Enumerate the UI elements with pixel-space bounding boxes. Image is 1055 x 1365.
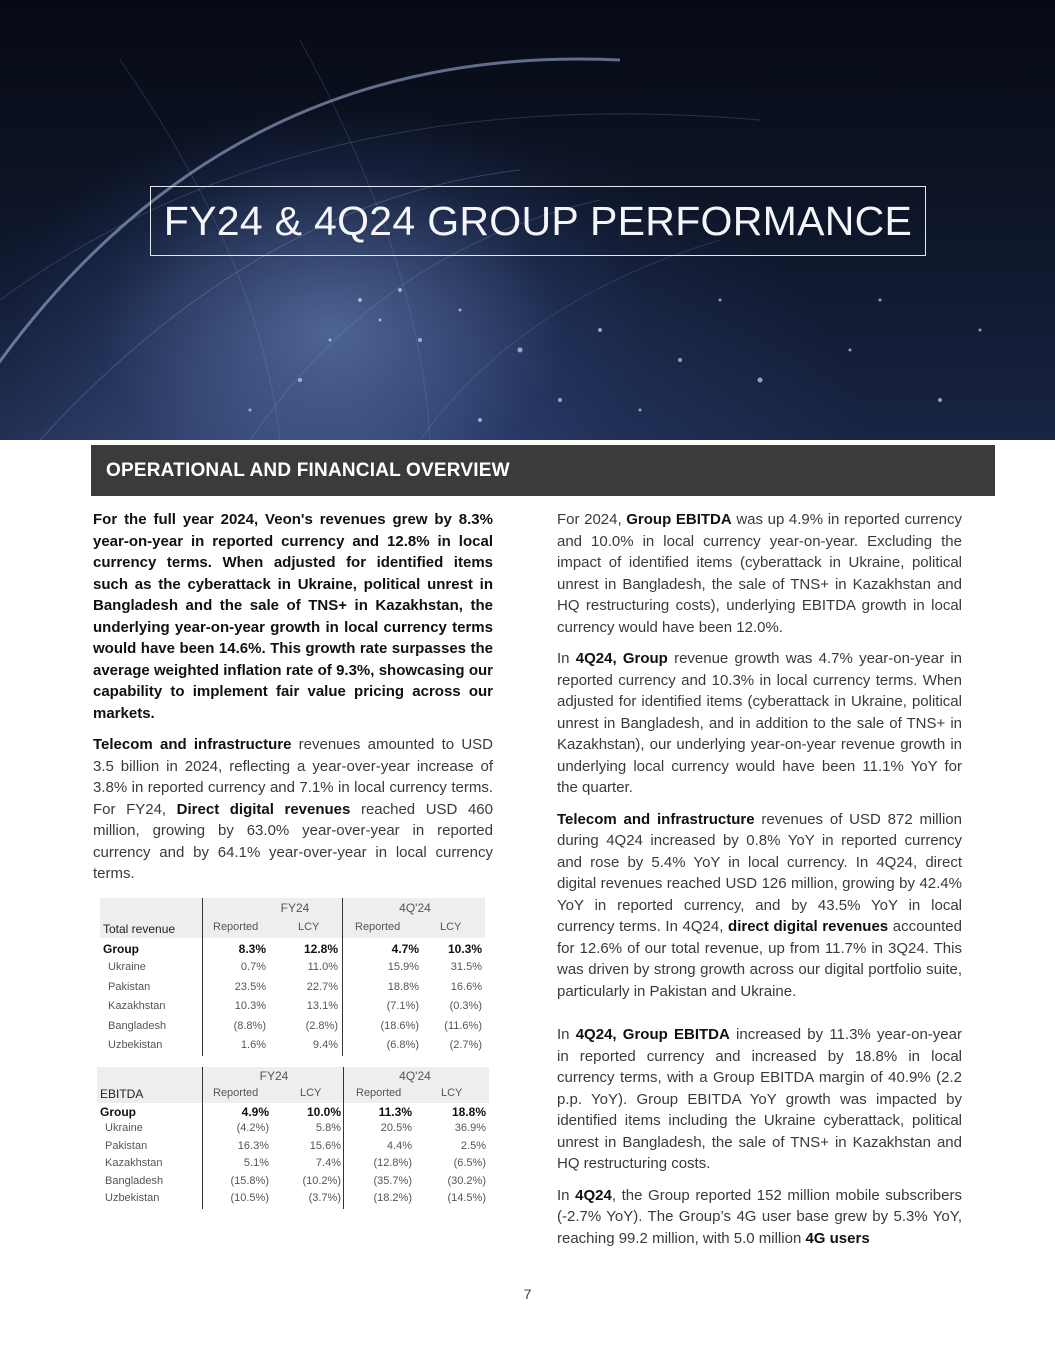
period-header: FY24 — [259, 1069, 289, 1083]
bold-term: Direct digital revenues — [176, 800, 351, 818]
table-cell: 0.7% — [240, 961, 266, 973]
period-header: 4Q'24 — [399, 901, 431, 915]
bold-term: 4Q24, Group EBITDA — [575, 1026, 730, 1043]
section-header — [91, 445, 995, 496]
table-cell: 9.4% — [312, 1039, 338, 1051]
table-cell: 16.6% — [450, 980, 482, 993]
table-cell: 1.6% — [240, 1039, 266, 1051]
paragraph — [557, 509, 962, 638]
table-cell: (0.3%) — [449, 1000, 482, 1012]
row-label: Uzbekistan — [105, 1192, 160, 1204]
table-cell: 22.7% — [306, 980, 338, 993]
row-label: Bangladesh — [105, 1174, 164, 1187]
table-cell: 11.0% — [307, 961, 338, 973]
text-run: In — [557, 1186, 576, 1204]
table-cell: (12.8%) — [373, 1157, 412, 1169]
table-label: EBITDA — [100, 1087, 144, 1101]
table-cell: 2.5% — [460, 1139, 486, 1152]
lead-paragraph: For the full year 2024, Veon's revenues grew by 8.3% year-on-year in reported currency and 12.8% in local currency terms. When adjusted for identified items such as the cyberattack in Ukraine, political unrest in Bangladesh and the sale of TNS+ in Kazakhstan, the underlying year-on-year growth in local currency terms would have been 14.6%. This growth rate surpasses the average weighted inflation rate of 9.3%, showcasing our capability to implement fair value pricing across our markets. — [93, 511, 493, 722]
text-run: was up 4.9% in reported currency and 10.0% in local currency year-on-year. Excluding the impact of identified items (cyberattack in Ukraine, political unrest in Bangladesh, the sale of TNS+ in Kazakhstan and HQ restructuring costs), underlying EBITDA growth in local currency would have been 12.0%. — [557, 511, 962, 636]
table-cell: 16.3% — [237, 1139, 269, 1152]
table-cell: 20.5% — [380, 1122, 412, 1134]
hero-banner — [0, 0, 1055, 440]
table-cell: (4.2%) — [236, 1122, 269, 1134]
table-cell: (2.8%) — [305, 1019, 338, 1032]
bold-term: 4Q24 — [575, 1186, 612, 1204]
col-header: Reported — [356, 1087, 402, 1099]
bold-term: 4G users — [805, 1229, 870, 1247]
row-label: Ukraine — [108, 961, 146, 973]
table-cell: 18.8% — [387, 980, 419, 993]
table-cell: 11.3% — [378, 1105, 412, 1119]
bold-term: Telecom and infrastructure — [93, 736, 292, 753]
row-label: Pakistan — [108, 980, 151, 993]
text-run: revenue growth was 4.7% year-on-year in reported currency and 10.3% in local currency terms. When adjusted for identified items (cyberattack in Ukraine, political unrest in Bangladesh, and in addition to the sale of TNS+ in Kazakhstan), our underlying year-on-year revenue growth in underlying local currency would have been 11.1% YoY for the quarter. — [557, 650, 963, 796]
table-cell: 18.8% — [451, 1105, 486, 1119]
table-cell: 7.4% — [315, 1157, 341, 1169]
table-cell: 8.3% — [238, 942, 266, 956]
page-title: FY24 & 4Q24 GROUP PERFORMANCE — [163, 197, 913, 244]
table-cell: 5.1% — [243, 1157, 269, 1169]
right-column — [557, 509, 962, 1259]
table-cell: 5.8% — [315, 1122, 341, 1134]
paragraph — [557, 1024, 962, 1175]
text-run: For 2024, — [557, 511, 627, 528]
text-run: In — [557, 650, 576, 667]
table-cell: (6.5%) — [453, 1157, 486, 1169]
row-label: Kazakhstan — [105, 1157, 163, 1169]
table-cell: (18.2%) — [373, 1192, 412, 1204]
table-cell: 4.7% — [391, 942, 419, 956]
table-cell: 10.3% — [447, 942, 482, 956]
table-cell: (11.6%) — [444, 1019, 482, 1032]
col-header: LCY — [300, 1087, 322, 1099]
table-cell: (3.7%) — [308, 1192, 341, 1204]
table-cell: 31.5% — [450, 961, 482, 973]
bold-term: 4Q24, Group — [575, 650, 668, 667]
table-cell: (7.1%) — [386, 1000, 419, 1012]
row-label: Bangladesh — [108, 1019, 167, 1032]
col-header: Reported — [355, 921, 401, 933]
table-cell: (6.8%) — [386, 1039, 419, 1051]
row-label: Group — [103, 942, 139, 956]
section-title: OPERATIONAL AND FINANCIAL OVERVIEW — [106, 459, 510, 481]
row-label: Pakistan — [105, 1139, 148, 1152]
col-header: LCY — [298, 921, 320, 933]
table-cell: 4.9% — [241, 1105, 269, 1119]
bold-term: direct digital revenues — [728, 918, 889, 935]
paragraph — [557, 648, 962, 799]
table-cell: 23.5% — [234, 980, 266, 993]
table-cell: 15.9% — [387, 961, 419, 973]
text-run: revenues amounted to USD 3.5 billion in 2024, reflecting a year-over-year increase of 3.8% in reported currency and 7.1% in local currency terms. For FY24, — [93, 736, 493, 818]
row-label: Uzbekistan — [108, 1039, 163, 1051]
table-cell: (14.5%) — [447, 1192, 486, 1204]
paragraph — [93, 734, 493, 885]
col-header: LCY — [440, 921, 462, 933]
table-cell: (10.5%) — [230, 1192, 269, 1204]
table-cell: 12.8% — [303, 942, 338, 956]
table-cell: (15.8%) — [230, 1174, 269, 1187]
period-header: FY24 — [280, 901, 310, 915]
col-header: Reported — [213, 1087, 259, 1099]
ebitda-table — [97, 1067, 489, 1209]
bold-term: Group EBITDA — [626, 511, 732, 528]
table-cell: 15.6% — [309, 1139, 341, 1152]
text-run: In — [557, 1026, 576, 1043]
table-label: Total revenue — [103, 922, 176, 936]
table-cell: 10.0% — [306, 1105, 341, 1119]
hero-title-box — [150, 186, 926, 256]
text-run: reached USD 460 million, growing by 63.0% year-over-year in reported currency and by 64.1% year-over-year in local currency terms. — [93, 800, 493, 882]
table-cell: (8.8%) — [233, 1019, 266, 1032]
table-cell: 4.4% — [386, 1139, 412, 1152]
paragraph — [557, 1185, 962, 1250]
table-cell: (10.2%) — [302, 1174, 341, 1187]
table-cell: (30.2%) — [447, 1174, 486, 1187]
left-column — [93, 509, 493, 895]
text-run: accounted for 12.6% of our total revenue, up from 11.7% in 3Q24. This was driven by strong growth across our digital portfolio suite, particularly in Pakistan and Ukraine. — [557, 918, 962, 1000]
revenue-table — [100, 898, 490, 1056]
col-header: LCY — [441, 1087, 463, 1099]
row-label: Ukraine — [105, 1122, 143, 1134]
table-cell: (35.7%) — [373, 1174, 412, 1187]
text-run: increased by 11.3% year-on-year in reported currency and increased by 18.8% in local currency terms, with a Group EBITDA margin of 40.9% (2.2 p.p. YoY). Group EBITDA YoY growth was impacted by identified items including the Ukraine cyberattack, political unrest in Bangladesh, the sale of TNS+ in Kazakhstan and HQ restructuring costs. — [557, 1026, 962, 1172]
row-label: Group — [100, 1105, 136, 1119]
table-cell: 13.1% — [306, 1000, 338, 1012]
text-run: , the Group reported 152 million mobile subscribers (-2.7% YoY). The Group’s 4G user base grew by 5.3% YoY, reaching 99.2 million, with 5.0 million — [557, 1186, 962, 1247]
bold-term: Telecom and infrastructure — [557, 810, 755, 828]
paragraph — [557, 809, 962, 1003]
col-header: Reported — [213, 921, 259, 933]
table-cell: 36.9% — [454, 1122, 486, 1134]
table-cell: (2.7%) — [449, 1039, 482, 1051]
page-number: 7 — [523, 1286, 532, 1302]
period-header: 4Q'24 — [399, 1069, 431, 1083]
table-cell: (18.6%) — [380, 1019, 419, 1032]
row-label: Kazakhstan — [108, 1000, 166, 1012]
table-cell: 10.3% — [234, 1000, 266, 1012]
text-run: revenues of USD 872 million during 4Q24 increased by 0.8% YoY in reported currency and rose by 5.4% YoY in local currency. In 4Q24, direct digital revenues reached USD 126 million, growing by 42.4% YoY in reported currency, and by 43.5% YoY in local currency terms. In 4Q24, — [557, 810, 962, 935]
